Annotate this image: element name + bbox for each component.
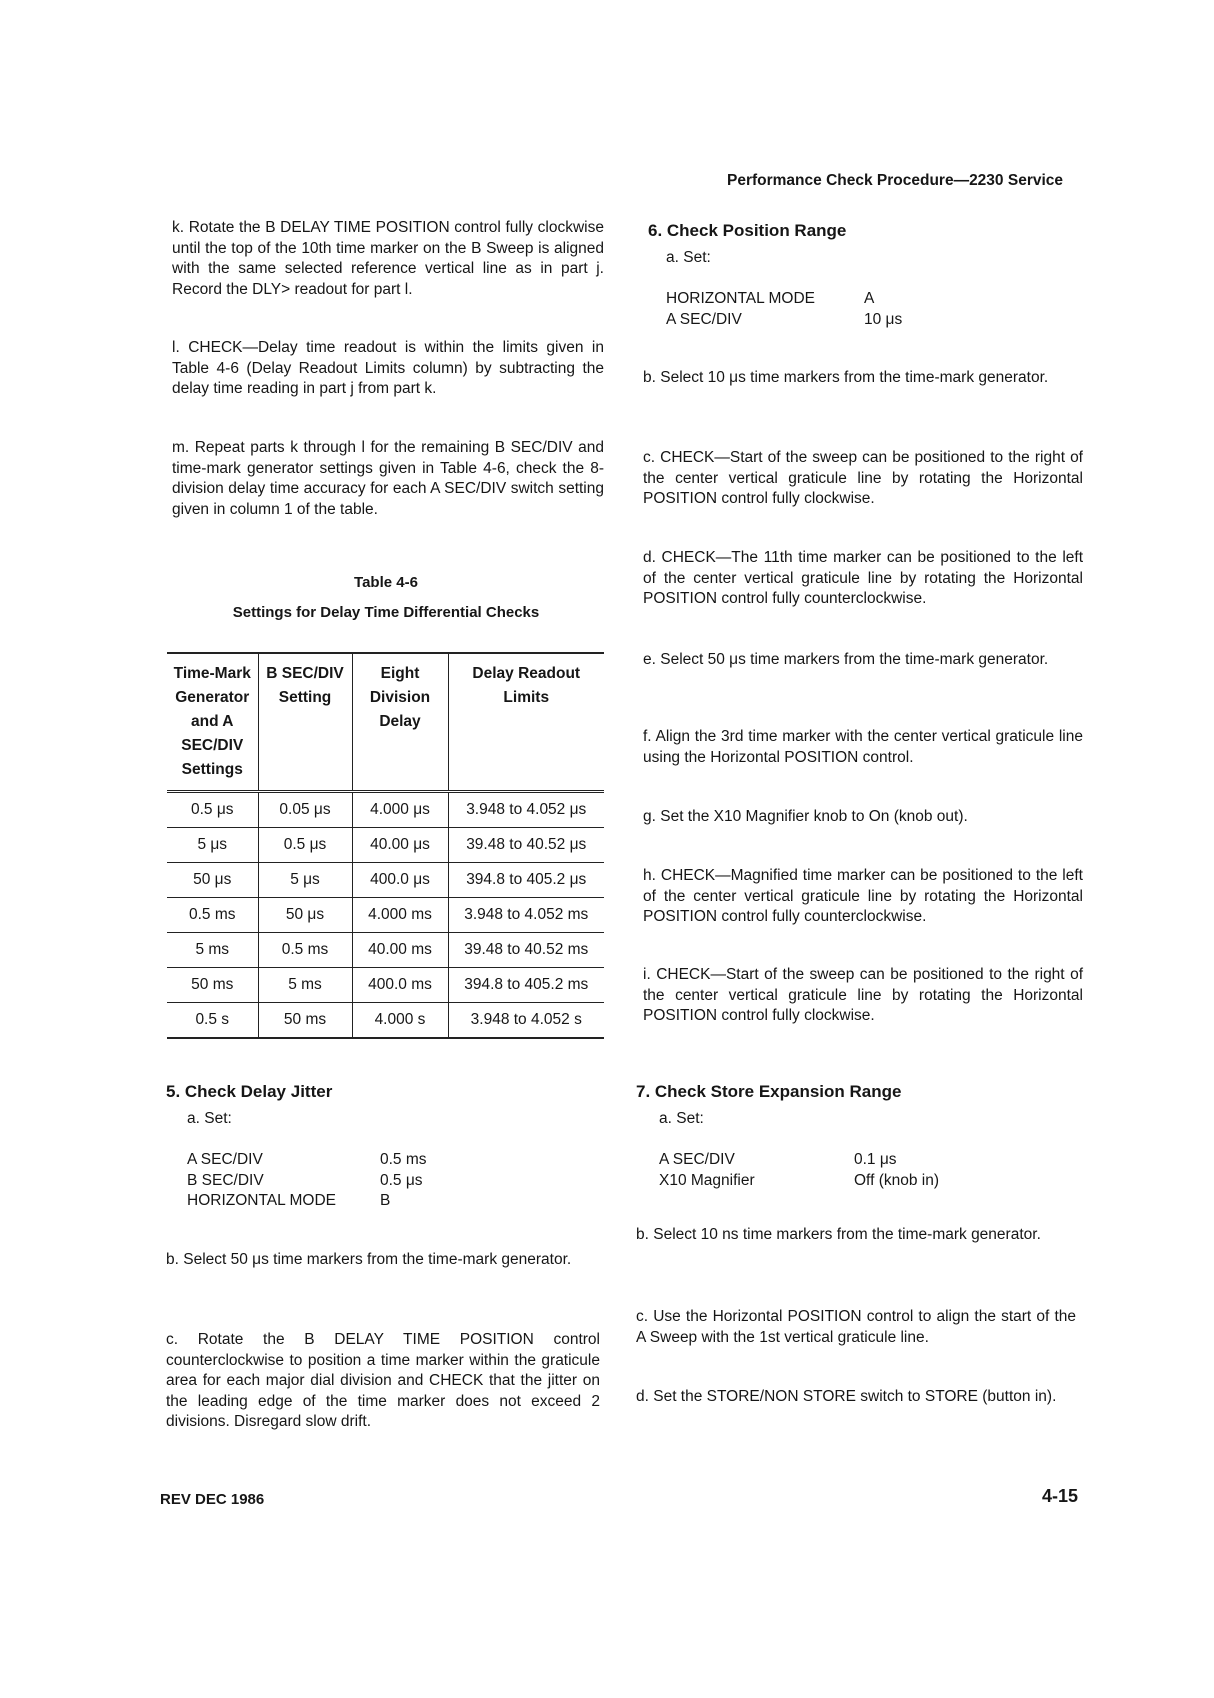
table-row — [167, 792, 604, 828]
table-cell: 400.0 ms — [352, 968, 448, 1003]
table-cell: 5 μs — [167, 828, 258, 863]
table-cell: 0.5 ms — [258, 933, 352, 968]
step-m: m. Repeat parts k through l for the remaining B SEC/DIV and time-mark generator settings given in Table 4-6, check the 8-division delay time accuracy for each A SEC/DIV switch setting given in column 1 of the table. — [172, 439, 604, 518]
table-cell: 39.48 to 40.52 ms — [448, 933, 604, 968]
table-row — [167, 1003, 604, 1039]
section-5-step-b: b. Select 50 μs time markers from the time-mark generator. — [166, 1251, 572, 1268]
delay-differential-table — [167, 652, 604, 1039]
section-7-step-b: b. Select 10 ns time markers from the time-mark generator. — [636, 1226, 1041, 1243]
step-l: l. CHECK—Delay time readout is within the limits given in Table 4-6 (Delay Readout Limits column) by subtracting the delay time reading in part j from part k. — [172, 339, 604, 397]
section-6-step-d: d. CHECK—The 11th time marker can be positioned to the left of the center vertical graticule line by rotating the Horizontal POSITION control fully counterclockwise. — [643, 549, 1083, 607]
table-cell: 50 μs — [167, 863, 258, 898]
setting-value: 0.5 μs — [380, 1171, 423, 1189]
table-cell: 394.8 to 405.2 μs — [448, 863, 604, 898]
table-cell: 394.8 to 405.2 ms — [448, 968, 604, 1003]
section-6-step-e: e. Select 50 μs time markers from the time-mark generator. — [643, 651, 1049, 668]
table-row — [167, 968, 604, 1003]
table-cell: 0.05 μs — [258, 792, 352, 828]
setting-name: A SEC/DIV — [659, 1151, 735, 1168]
table-cell: 50 ms — [258, 1003, 352, 1039]
table-row — [167, 828, 604, 863]
table-cell: 40.00 μs — [352, 828, 448, 863]
setting-value: 0.5 ms — [380, 1151, 427, 1168]
step-k: k. Rotate the B DELAY TIME POSITION control fully clockwise until the top of the 10th time marker on the B Sweep is aligned with the same selected reference vertical line as in part j. Record the DLY> readout for part l. — [172, 219, 604, 298]
col-header-b-secdiv: B SEC/DIV Setting — [258, 653, 352, 792]
section-6-step-h: h. CHECK—Magnified time marker can be positioned to the left of the center vertical graticule line by rotating the Horizontal POSITION control fully counterclockwise. — [643, 867, 1083, 925]
section-5-set: a. Set: — [187, 1110, 232, 1127]
table-title: Settings for Delay Time Differential Checks — [232, 604, 540, 621]
setting-name: HORIZONTAL MODE — [666, 290, 815, 307]
table-cell: 4.000 s — [352, 1003, 448, 1039]
col-header-time-mark: Time-Mark Generator and A SEC/DIV Settings — [167, 653, 258, 792]
section-7-title: 7. Check Store Expansion Range — [636, 1082, 902, 1101]
setting-value: 10 μs — [864, 310, 903, 328]
setting-name: A SEC/DIV — [187, 1151, 263, 1168]
table-cell: 50 ms — [167, 968, 258, 1003]
table-caption: Table 4-6 — [354, 574, 418, 591]
table-cell: 0.5 μs — [167, 792, 258, 828]
section-6-step-c: c. CHECK—Start of the sweep can be positioned to the right of the center vertical graticule line by rotating the Horizontal POSITION control fully clockwise. — [643, 449, 1083, 507]
table-cell: 0.5 s — [167, 1003, 258, 1039]
section-7-set: a. Set: — [659, 1110, 704, 1127]
table-cell: 3.948 to 4.052 s — [448, 1003, 604, 1039]
table-row — [167, 933, 604, 968]
table-row — [167, 898, 604, 933]
table-cell: 50 μs — [258, 898, 352, 933]
section-5-step-c: c. Rotate the B DELAY TIME POSITION control counterclockwise to position a time marker within the graticule area for each major dial division and CHECK that the jitter on the leading edge of the time marker does not exceed 2 divisions. Disregard slow drift. — [166, 1331, 600, 1430]
table-cell: 5 μs — [258, 863, 352, 898]
col-header-readout-limits: Delay Readout Limits — [448, 653, 604, 792]
table-cell: 40.00 ms — [352, 933, 448, 968]
page-number: 4-15 — [1042, 1486, 1079, 1506]
setting-value: 0.1 μs — [854, 1151, 897, 1168]
setting-value: Off (knob in) — [854, 1171, 940, 1189]
table-cell: 39.48 to 40.52 μs — [448, 828, 604, 863]
table-cell: 5 ms — [167, 933, 258, 968]
section-6-step-f: f. Align the 3rd time marker with the center vertical graticule line using the Horizontal POSITION control. — [643, 728, 1083, 766]
table-cell: 3.948 to 4.052 μs — [448, 792, 604, 828]
table-cell: 5 ms — [258, 968, 352, 1003]
table-cell: 0.5 μs — [258, 828, 352, 863]
running-header: Performance Check Procedure—2230 Service — [727, 172, 1064, 189]
table-cell: 4.000 μs — [352, 792, 448, 828]
setting-name: B SEC/DIV — [187, 1171, 264, 1189]
setting-name: X10 Magnifier — [659, 1171, 755, 1189]
setting-value: A — [864, 290, 875, 307]
section-6-set: a. Set: — [666, 249, 711, 266]
revision-date: REV DEC 1986 — [160, 1491, 265, 1508]
section-5-title: 5. Check Delay Jitter — [166, 1082, 333, 1101]
setting-value: B — [380, 1192, 391, 1209]
section-6-step-i: i. CHECK—Start of the sweep can be positioned to the right of the center vertical graticule line by rotating the Horizontal POSITION control fully clockwise. — [643, 966, 1083, 1024]
section-7-step-d: d. Set the STORE/NON STORE switch to STORE (button in). — [636, 1388, 1057, 1405]
section-6-step-b: b. Select 10 μs time markers from the time-mark generator. — [643, 369, 1049, 386]
section-6-title: 6. Check Position Range — [648, 221, 847, 240]
table-row — [167, 863, 604, 898]
section-6-step-g: g. Set the X10 Magnifier knob to On (knob out). — [643, 808, 968, 825]
setting-name: HORIZONTAL MODE — [187, 1192, 336, 1209]
section-7-step-c: c. Use the Horizontal POSITION control to align the start of the A Sweep with the 1st vertical graticule line. — [636, 1308, 1076, 1346]
table-cell: 3.948 to 4.052 ms — [448, 898, 604, 933]
table-cell: 400.0 μs — [352, 863, 448, 898]
col-header-eight-division: Eight Division Delay — [352, 653, 448, 792]
table-header-row — [167, 653, 604, 792]
table-cell: 4.000 ms — [352, 898, 448, 933]
setting-name: A SEC/DIV — [666, 310, 742, 328]
table-cell: 0.5 ms — [167, 898, 258, 933]
